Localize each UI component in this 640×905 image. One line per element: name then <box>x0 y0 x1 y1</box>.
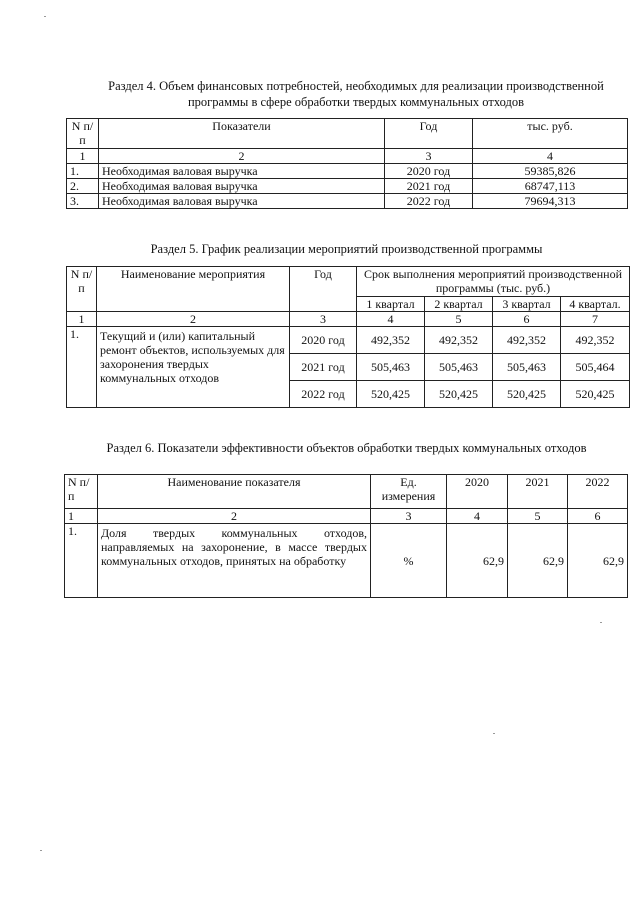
section6-table <box>64 474 628 598</box>
row-2020: 62,9 <box>447 524 508 598</box>
row-num: 2. <box>67 179 99 194</box>
row-year: 2022 год <box>385 194 473 209</box>
col-number: 1 <box>67 149 99 164</box>
header-indicator: Показатели <box>99 119 385 149</box>
header-2022: 2022 <box>568 475 628 509</box>
header-num: N п/ п <box>67 267 97 312</box>
section5-table <box>66 266 630 408</box>
row-indicator: Необходимая валовая выручка <box>99 164 385 179</box>
header-value: тыс. руб. <box>473 119 628 149</box>
row-q1: 492,352 <box>357 327 425 354</box>
header-q1: 1 квартал <box>357 297 425 312</box>
col-number: 2 <box>99 149 385 164</box>
row-num: 1. <box>67 164 99 179</box>
scan-speck <box>40 850 42 851</box>
column-number-row <box>67 149 628 164</box>
header-q3: 3 квартал <box>493 297 561 312</box>
header-year: Год <box>385 119 473 149</box>
col-number: 3 <box>371 509 447 524</box>
table-row <box>67 194 628 209</box>
section5-title: Раздел 5. График реализации мероприятий производственной программы <box>150 242 543 256</box>
header-num: N п/п <box>67 119 99 149</box>
row-q2: 492,352 <box>425 327 493 354</box>
row-indicator: Необходимая валовая выручка <box>99 179 385 194</box>
col-number: 2 <box>97 312 290 327</box>
scan-speck <box>493 733 495 734</box>
row-value: 59385,826 <box>473 164 628 179</box>
col-number: 5 <box>425 312 493 327</box>
row-q1: 505,463 <box>357 354 425 381</box>
header-unit: Ед. измерения <box>371 475 447 509</box>
row-value: 68747,113 <box>473 179 628 194</box>
row-indicator: Доля твердых коммунальных отходов, направляемых на захоронение, в массе твердых коммунальных отходов, принятых на обработку <box>98 524 371 598</box>
row-indicator: Необходимая валовая выручка <box>99 194 385 209</box>
table-header-row <box>67 267 630 297</box>
col-number: 5 <box>508 509 568 524</box>
column-number-row <box>67 312 630 327</box>
header-num: N п/п <box>65 475 98 509</box>
col-number: 3 <box>290 312 357 327</box>
col-number: 6 <box>493 312 561 327</box>
table-header-row <box>65 475 628 509</box>
row-2022: 62,9 <box>568 524 628 598</box>
row-value: 79694,313 <box>473 194 628 209</box>
header-2020: 2020 <box>447 475 508 509</box>
column-number-row <box>65 509 628 524</box>
row-2021: 62,9 <box>508 524 568 598</box>
col-number: 3 <box>385 149 473 164</box>
header-year: Год <box>290 267 357 312</box>
col-number: 4 <box>473 149 628 164</box>
row-num: 1. <box>67 327 97 408</box>
row-year: 2021 год <box>290 354 357 381</box>
header-period: Срок выполнения мероприятий производственной программы (тыс. руб.) <box>357 267 630 297</box>
table-row <box>67 179 628 194</box>
row-q4: 520,425 <box>561 381 630 408</box>
row-num: 1. <box>65 524 98 598</box>
section4-table <box>66 118 628 209</box>
row-q2: 505,463 <box>425 354 493 381</box>
col-number: 6 <box>568 509 628 524</box>
scan-speck <box>600 622 602 623</box>
header-indicator: Наименование показателя <box>98 475 371 509</box>
row-year: 2021 год <box>385 179 473 194</box>
col-number: 1 <box>65 509 98 524</box>
row-q4: 492,352 <box>561 327 630 354</box>
col-number: 4 <box>357 312 425 327</box>
table-header-row <box>67 119 628 149</box>
row-q3: 492,352 <box>493 327 561 354</box>
header-activity: Наименование мероприятия <box>97 267 290 312</box>
table-row <box>67 164 628 179</box>
row-activity: Текущий и (или) капитальный ремонт объектов, используемых для захоронения твердых коммунальных отходов <box>97 327 290 408</box>
row-q1: 520,425 <box>357 381 425 408</box>
row-num: 3. <box>67 194 99 209</box>
scan-speck <box>44 16 46 17</box>
row-q2: 520,425 <box>425 381 493 408</box>
section4-title: Раздел 4. Объем финансовых потребностей, необходимых для реализации производственной программы в сфере обработки твердых коммунальных отходов <box>108 79 604 109</box>
col-number: 7 <box>561 312 630 327</box>
row-unit: % <box>371 524 447 598</box>
col-number: 2 <box>98 509 371 524</box>
row-year: 2020 год <box>385 164 473 179</box>
row-q4: 505,464 <box>561 354 630 381</box>
col-number: 1 <box>67 312 97 327</box>
table-row <box>67 327 630 354</box>
header-2021: 2021 <box>508 475 568 509</box>
row-q3: 520,425 <box>493 381 561 408</box>
row-q3: 505,463 <box>493 354 561 381</box>
header-q2: 2 квартал <box>425 297 493 312</box>
table-row <box>65 524 628 598</box>
row-year: 2022 год <box>290 381 357 408</box>
section6-title: Раздел 6. Показатели эффективности объектов обработки твердых коммунальных отходов <box>106 441 587 455</box>
header-q4: 4 квартал. <box>561 297 630 312</box>
row-year: 2020 год <box>290 327 357 354</box>
col-number: 4 <box>447 509 508 524</box>
